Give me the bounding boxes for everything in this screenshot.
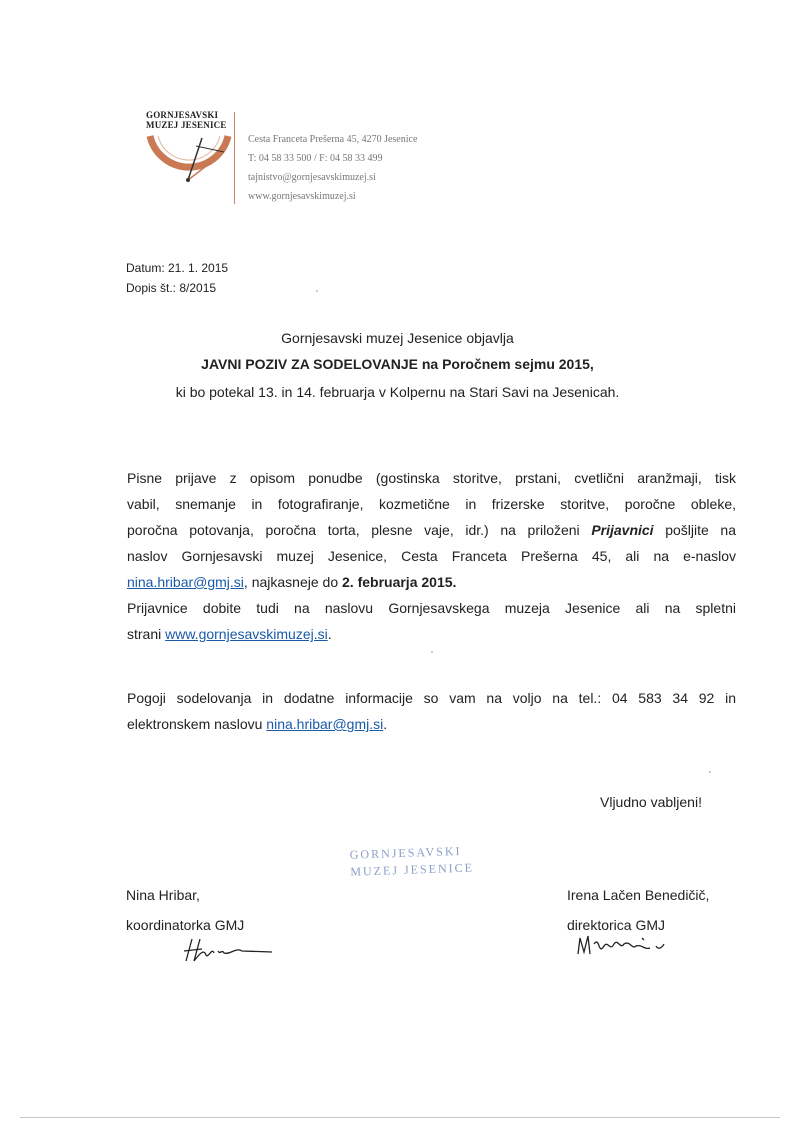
- museum-logo: [140, 110, 235, 205]
- p1-line4: naslov Gornjesavski muzej Jesenice, Cesta Franceta Prešerna 45, ali na e-naslov: [127, 548, 736, 564]
- p1-line7-pre: strani: [127, 626, 166, 642]
- signatory-left-name: Nina Hribar,: [126, 887, 200, 903]
- email-link-1[interactable]: nina.hribar@gmj.si: [127, 574, 244, 590]
- heading-intro: Gornjesavski muzej Jesenice objavlja: [281, 330, 514, 346]
- p1-line3-post: pošljite na: [653, 522, 737, 538]
- logo-title-line1: GORNJESAVSKI: [146, 110, 219, 120]
- letterhead-address: Cesta Franceta Prešerna 45, 4270 Jesenice: [248, 134, 418, 145]
- signatory-right-name: Irena Lačen Benedičič,: [567, 887, 710, 903]
- logo-title-line2: MUZEJ JESENICE: [146, 120, 227, 130]
- letterhead-website: www.gornjesavskimuzej.si: [248, 191, 356, 202]
- website-link[interactable]: www.gornjesavskimuzej.si: [165, 626, 328, 642]
- p2-line2-pre: elektronskem naslovu: [127, 716, 267, 732]
- email-link-2[interactable]: nina.hribar@gmj.si: [266, 716, 384, 732]
- deadline-date: 2. februarja 2015.: [342, 574, 457, 590]
- p1-line7: [127, 621, 736, 647]
- p1-line5: [127, 569, 736, 595]
- heading-title: JAVNI POZIV ZA SODELOVANJE na Poročnem sejmu 2015,: [201, 356, 594, 372]
- scan-speck: [709, 771, 711, 773]
- scan-speck: [316, 290, 318, 292]
- p2-line1: Pogoji sodelovanja in dodatne informacije so vam na voljo na tel.: 04 583 34 92 in: [127, 690, 736, 706]
- stamp-line2: MUZEJ JESENICE: [350, 860, 475, 879]
- p1-line6: Prijavnice dobite tudi na naslovu Gornjesavskega muzeja Jesenice ali na spletni: [127, 600, 736, 616]
- scan-speck: [431, 651, 433, 653]
- p1-line3: [127, 517, 736, 543]
- prijavnica-emphasis: Prijavnici: [591, 522, 654, 538]
- body-paragraph-2: [127, 685, 736, 737]
- p2-line2-post: .: [383, 716, 388, 732]
- institution-stamp: [349, 841, 510, 881]
- signature-left-icon: [180, 935, 280, 965]
- letterhead-address-block: [248, 130, 417, 206]
- heading-subtitle: ki bo potekal 13. in 14. februarja v Kolpernu na Stari Savi na Jesenicah.: [175, 384, 620, 400]
- signature-right-icon: [570, 930, 670, 960]
- stamp-line1: GORNJESAVSKI: [349, 843, 462, 862]
- p1-line3-pre: poročna potovanja, poročna torta, plesne vaje, idr.) na priloženi: [127, 522, 592, 538]
- letterhead-email: tajnistvo@gornjesavskimuzej.si: [248, 172, 376, 183]
- letter-number: Dopis št.: 8/2015: [126, 281, 217, 295]
- letterhead-phone-fax: T: 04 58 33 500 / F: 04 58 33 499: [248, 153, 383, 164]
- signatory-left-title: koordinatorka GMJ: [126, 917, 245, 933]
- signatory-left: [126, 880, 244, 940]
- body-paragraph-1: [127, 465, 736, 647]
- p1-line7-post: .: [327, 626, 332, 642]
- scan-edge-line: [20, 1117, 780, 1118]
- letter-meta: [126, 258, 228, 298]
- letterhead-divider: [234, 112, 235, 204]
- signatory-right-title: direktorica GMJ: [567, 917, 666, 933]
- p2-line2: [127, 711, 736, 737]
- closing-greeting: Vljudno vabljeni!: [600, 794, 702, 810]
- p1-line5-mid: , najkasneje do: [243, 574, 342, 590]
- p1-line2: vabil, snemanje in fotografiranje, kozmetične in frizerske storitve, poročne obleke,: [127, 496, 736, 512]
- letter-date: Datum: 21. 1. 2015: [126, 261, 229, 275]
- logo-emblem-icon: [140, 124, 235, 204]
- p1-line1: Pisne prijave z opisom ponudbe (gostinska storitve, prstani, cvetlični aranžmaji, tisk: [127, 470, 736, 486]
